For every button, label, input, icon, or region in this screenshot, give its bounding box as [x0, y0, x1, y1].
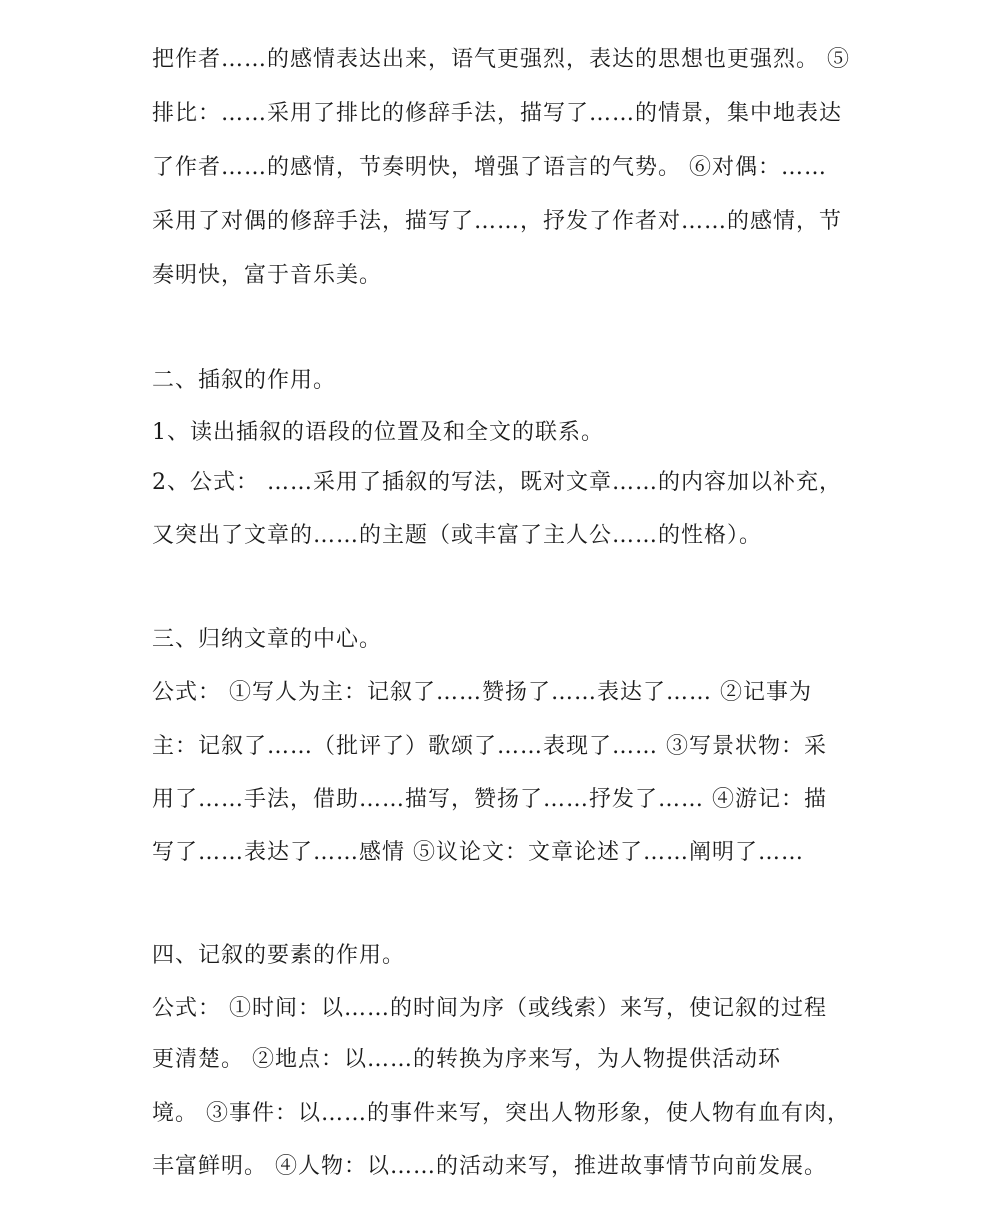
- text-line: 又突出了文章的……的主题（或丰富了主人公……的性格）。: [152, 523, 763, 548]
- text-line: 丰富鲜明。 ④人物：以……的活动来写，推进故事情节向前发展。: [152, 1154, 827, 1179]
- section-heading: 四、记叙的要素的作用。: [152, 943, 406, 968]
- section-heading: 二、插叙的作用。: [152, 368, 337, 393]
- text-line: 采用了对偶的修辞手法，描写了……，抒发了作者对……的感情，节: [152, 209, 843, 234]
- text-line: 更清楚。 ②地点：以……的转换为序来写，为人物提供活动环: [152, 1047, 781, 1072]
- text-line: 写了……表达了……感情 ⑤议论文：文章论述了……阐明了……: [152, 840, 804, 865]
- text-line: 把作者……的感情表达出来，语气更强烈，表达的思想也更强烈。 ⑤: [152, 47, 850, 72]
- section-heading: 三、归纳文章的中心。: [152, 627, 383, 652]
- text-line: 1、读出插叙的语段的位置及和全文的联系。: [152, 420, 604, 445]
- text-line: 公式： ①写人为主：记叙了……赞扬了……表达了…… ②记事为: [152, 680, 812, 705]
- text-line: 主：记叙了……（批评了）歌颂了……表现了…… ③写景状物：采: [152, 734, 827, 759]
- text-line: 境。 ③事件：以……的事件来写，突出人物形象，使人物有血有肉，: [152, 1101, 850, 1126]
- text-line: 奏明快，富于音乐美。: [152, 263, 383, 288]
- text-line: 公式： ①时间：以……的时间为序（或线索）来写，使记叙的过程: [152, 996, 827, 1021]
- text-line: 排比：……采用了排比的修辞手法，描写了……的情景，集中地表达: [152, 101, 843, 126]
- text-line: 2、公式： ……采用了插叙的写法，既对文章……的内容加以补充，: [152, 470, 842, 495]
- text-line: 用了……手法，借助……描写，赞扬了……抒发了…… ④游记：描: [152, 787, 827, 812]
- text-line: 了作者……的感情，节奏明快，增强了语言的气势。 ⑥对偶：……: [152, 155, 827, 180]
